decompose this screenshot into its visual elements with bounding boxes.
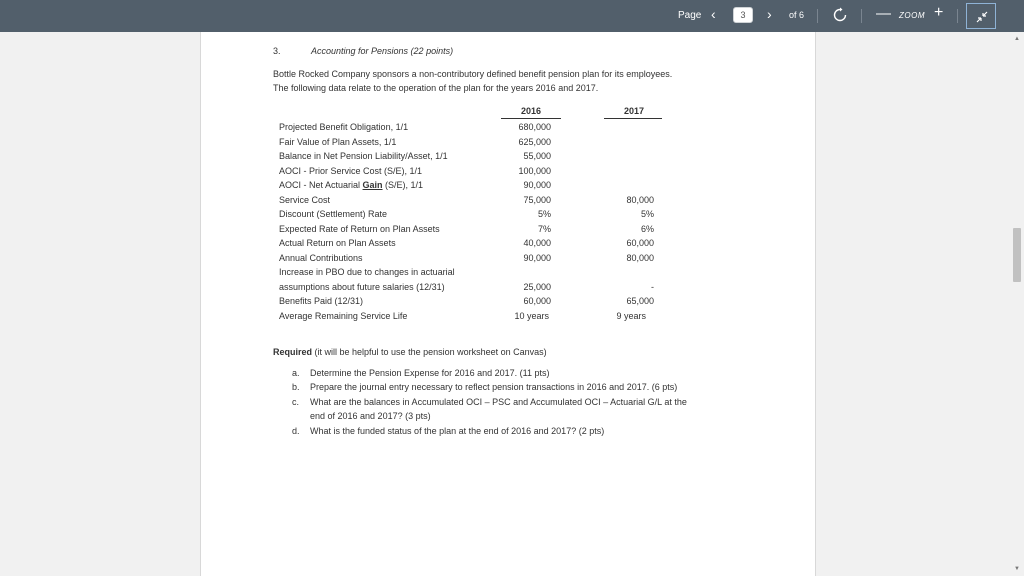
rotate-icon[interactable] <box>832 7 848 23</box>
row-label: Actual Return on Plan Assets <box>279 238 396 248</box>
toolbar-divider <box>817 9 818 23</box>
value-2016: 55,000 <box>523 151 551 161</box>
value-2016: 90,000 <box>523 180 551 190</box>
row-label: AOCI - Prior Service Cost (S/E), 1/1 <box>279 166 423 176</box>
value-2016: 25,000 <box>523 282 551 292</box>
zoom-in-icon[interactable]: + <box>934 4 944 21</box>
value-2017: 6% <box>640 224 654 234</box>
row-label: assumptions about future salaries (12/31) <box>279 282 445 292</box>
row-label: Increase in PBO due to changes in actuarial <box>279 267 455 277</box>
scroll-up-icon[interactable]: ▲ <box>1014 36 1020 42</box>
item-letter: b. <box>292 382 300 392</box>
intro-text: The following data relate to the operation of the plan for the years 2016 and 2017. <box>273 83 599 93</box>
row-label: Discount (Settlement) Rate <box>279 209 388 219</box>
item-letter: a. <box>292 368 300 378</box>
next-page-icon[interactable]: › <box>767 6 772 22</box>
toolbar-divider <box>957 9 958 23</box>
item-text: What are the balances in Accumulated OCI – PSC and Accumulated OCI – Actuarial G/L at the <box>310 397 687 407</box>
document-page <box>200 32 816 576</box>
required-heading <box>273 347 547 357</box>
pdf-toolbar <box>0 0 1024 32</box>
row-label: Fair Value of Plan Assets, 1/1 <box>279 137 397 147</box>
question-title: Accounting for Pensions (22 points) <box>311 46 454 56</box>
zoom-out-icon[interactable]: — <box>876 5 891 22</box>
column-header-2017: 2017 <box>623 106 645 116</box>
page-label: Page <box>678 10 702 21</box>
label-part: AOCI - Net Actuarial <box>279 180 363 190</box>
row-label: Annual Contributions <box>279 253 363 263</box>
value-2017: 80,000 <box>626 195 654 205</box>
row-label: Projected Benefit Obligation, 1/1 <box>279 122 409 132</box>
value-2017: 9 years <box>616 311 646 321</box>
value-2017: 60,000 <box>626 238 654 248</box>
value-2016: 100,000 <box>518 166 551 176</box>
value-2016: 75,000 <box>523 195 551 205</box>
previous-page-icon[interactable]: ‹ <box>711 6 716 22</box>
row-label <box>279 180 423 190</box>
label-part: (S/E), 1/1 <box>382 180 424 190</box>
page-count-label: of 6 <box>789 10 805 20</box>
label-emphasis: Gain <box>362 180 383 190</box>
value-2017: 5% <box>640 209 654 219</box>
row-label: Balance in Net Pension Liability/Asset, 1/1 <box>279 151 448 161</box>
exit-fullscreen-button[interactable] <box>966 3 996 29</box>
value-2016: 10 years <box>514 311 549 321</box>
value-2016: 7% <box>537 224 551 234</box>
value-2016: 90,000 <box>523 253 551 263</box>
toolbar-divider <box>861 9 862 23</box>
required-note: (it will be helpful to use the pension worksheet on Canvas) <box>312 347 547 357</box>
item-text: What is the funded status of the plan at the end of 2016 and 2017? (2 pts) <box>310 426 605 436</box>
item-text: end of 2016 and 2017? (3 pts) <box>310 411 431 421</box>
page-number-input[interactable] <box>733 7 753 23</box>
value-2017: - <box>651 282 654 292</box>
column-header-2016: 2016 <box>520 106 542 116</box>
item-letter: d. <box>292 426 300 436</box>
row-label: Benefits Paid (12/31) <box>279 296 364 306</box>
intro-text: Bottle Rocked Company sponsors a non-contributory defined benefit pension plan for its employees. <box>273 69 673 79</box>
item-letter: c. <box>292 397 300 407</box>
row-label: Service Cost <box>279 195 331 205</box>
zoom-label: ZOOM <box>899 11 925 20</box>
value-2016: 40,000 <box>523 238 551 248</box>
header-underline <box>501 118 561 119</box>
item-text: Prepare the journal entry necessary to reflect pension transactions in 2016 and 2017. (6 pts) <box>310 382 678 392</box>
row-label: Average Remaining Service Life <box>279 311 408 321</box>
value-2016: 5% <box>537 209 551 219</box>
item-text: Determine the Pension Expense for 2016 and 2017. (11 pts) <box>310 368 550 378</box>
value-2016: 680,000 <box>518 122 551 132</box>
required-label: Required <box>273 347 313 357</box>
header-underline <box>604 118 662 119</box>
scroll-down-icon[interactable]: ▼ <box>1014 566 1020 572</box>
question-number: 3. <box>273 46 281 56</box>
value-2017: 65,000 <box>626 296 654 306</box>
value-2016: 625,000 <box>518 137 551 147</box>
value-2017: 80,000 <box>626 253 654 263</box>
vertical-scrollbar[interactable] <box>1010 32 1024 576</box>
collapse-icon <box>975 10 989 24</box>
scrollbar-thumb[interactable] <box>1013 228 1021 282</box>
row-label: Expected Rate of Return on Plan Assets <box>279 224 440 234</box>
value-2016: 60,000 <box>523 296 551 306</box>
